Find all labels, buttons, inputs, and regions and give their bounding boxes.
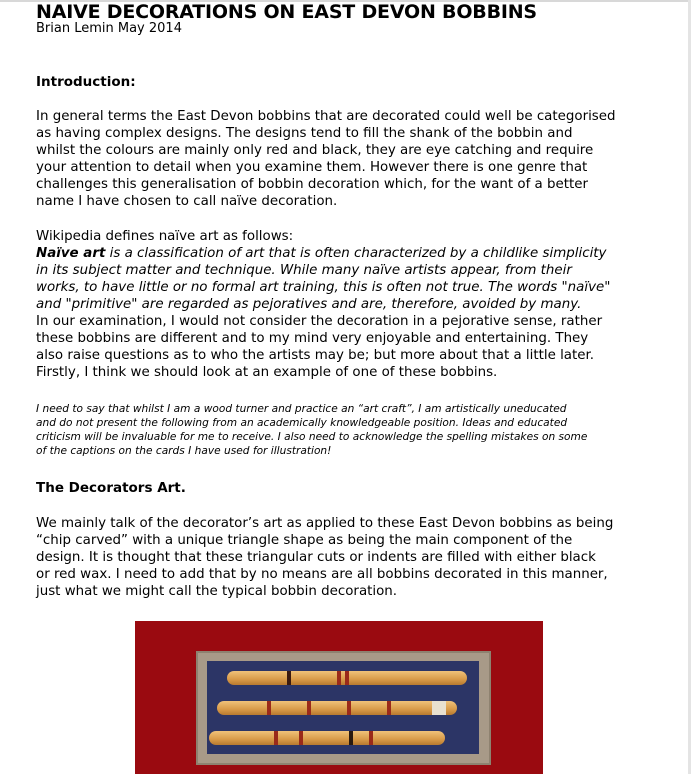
text-line: Wikipedia defines naïve art as follows: xyxy=(36,229,294,244)
note-line: criticism will be invaluable for me to receive. I also need to acknowledge the spelling mistakes on some xyxy=(36,431,588,443)
text-line: In our examination, I would not consider the decoration in a pejorative sense, rather xyxy=(36,314,603,329)
note-line: of the captions on the cards I have used for illustration! xyxy=(36,445,332,457)
byline: Brian Lemin May 2014 xyxy=(36,21,182,36)
decorators-paragraph xyxy=(36,515,613,600)
text-line: name I have chosen to call naïve decoration. xyxy=(36,194,338,209)
text-line: these bobbins are different and to my mind very enjoyable and entertaining. They xyxy=(36,331,589,346)
quote-line: in its subject matter and technique. While many naïve artists appear, from their xyxy=(36,263,572,278)
text-line: also raise questions as to who the artists may be; but more about that a little later. xyxy=(36,348,595,363)
bobbins-photo xyxy=(135,621,543,774)
text-line: “chip carved” with a unique triangle shape as being the main component of the xyxy=(36,533,573,548)
bobbin xyxy=(217,701,457,715)
text-line: or red wax. I need to add that by no means are all bobbins decorated in this manner, xyxy=(36,567,608,582)
bobbin xyxy=(227,671,467,685)
text-line: your attention to detail when you examine them. However there is one genre that xyxy=(36,160,588,175)
term: Naïve art xyxy=(36,246,106,261)
quote-line xyxy=(36,245,610,262)
intro-paragraph xyxy=(36,108,616,210)
disclaimer-note xyxy=(36,402,587,458)
quote-text: is a classification of art that is often characterized by a childlike simplicity xyxy=(105,246,607,261)
bobbin xyxy=(209,731,445,745)
quote-line: and "primitive" are regarded as pejoratives and are, therefore, avoided by many. xyxy=(36,297,582,312)
quote-line: works, to have little or no formal art training, this is often not true. The words "naïve" xyxy=(36,280,611,295)
page-title: NAIVE DECORATIONS ON EAST DEVON BOBBINS xyxy=(36,1,537,23)
note-line: I need to say that whilst I am a wood turner and practice an “art craft”, I am artistically uneducated xyxy=(36,403,567,415)
text-line: We mainly talk of the decorator’s art as applied to these East Devon bobbins as being xyxy=(36,516,614,531)
photo-backing xyxy=(207,661,479,754)
text-line: whilst the colours are mainly only red and black, they are eye catching and require xyxy=(36,143,594,158)
decorators-heading: The Decorators Art. xyxy=(36,480,186,496)
text-line: challenges this generalisation of bobbin decoration which, for the want of a better xyxy=(36,177,588,192)
text-line: Firstly, I think we should look at an example of one of these bobbins. xyxy=(36,365,498,380)
photo-frame xyxy=(196,651,491,765)
text-line: In general terms the East Devon bobbins that are decorated could well be categorised xyxy=(36,109,616,124)
text-line: just what we might call the typical bobbin decoration. xyxy=(36,584,398,599)
intro-heading: Introduction: xyxy=(36,74,136,90)
note-line: and do not present the following from an academically knowledgeable position. Ideas and educated xyxy=(36,417,568,429)
wikipedia-paragraph xyxy=(36,228,610,381)
text-line: design. It is thought that these triangular cuts or indents are filled with either black xyxy=(36,550,596,565)
text-line: as having complex designs. The designs tend to fill the shank of the bobbin and xyxy=(36,126,573,141)
